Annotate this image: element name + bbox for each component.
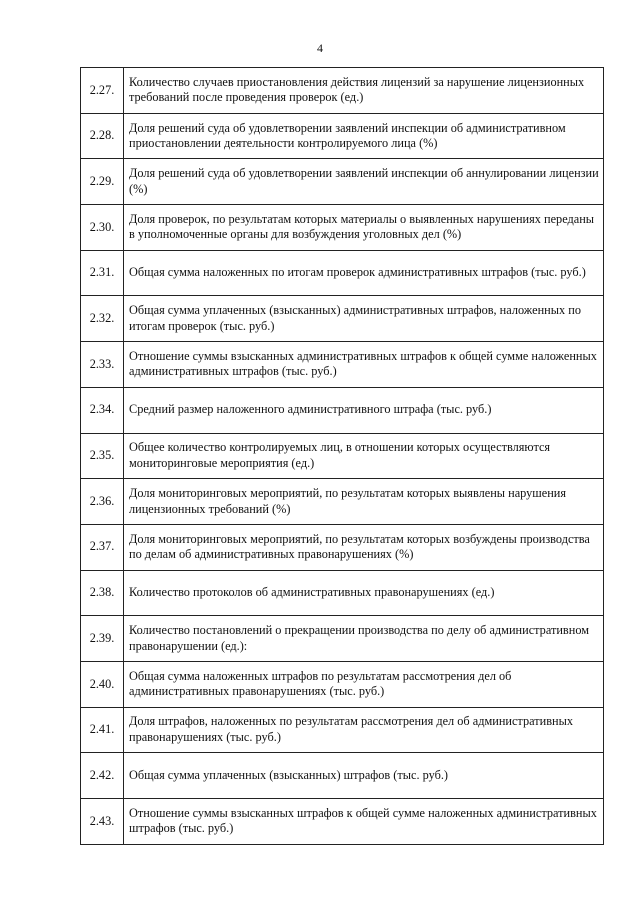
row-number: 2.43. xyxy=(81,799,124,845)
row-number: 2.31. xyxy=(81,250,124,296)
row-number: 2.42. xyxy=(81,753,124,799)
table-row xyxy=(81,753,604,799)
row-number: 2.40. xyxy=(81,661,124,707)
row-number: 2.36. xyxy=(81,479,124,525)
row-description: Количество случаев приостановления действия лицензий за нарушение лицензионных требований после проведения проверок (ед.) xyxy=(124,68,604,114)
table-row xyxy=(81,387,604,433)
table-row xyxy=(81,661,604,707)
table-row xyxy=(81,570,604,616)
row-description: Количество постановлений о прекращении производства по делу об административном правонарушении (ед.): xyxy=(124,616,604,662)
row-number: 2.35. xyxy=(81,433,124,479)
row-number: 2.28. xyxy=(81,113,124,159)
table-row xyxy=(81,479,604,525)
page-number: 4 xyxy=(317,41,323,55)
row-description: Доля штрафов, наложенных по результатам рассмотрения дел об административных правонарушениях (тыс. руб.) xyxy=(124,707,604,753)
row-description: Общая сумма наложенных штрафов по результатам рассмотрения дел об административных правонарушениях (тыс. руб.) xyxy=(124,661,604,707)
row-description: Доля решений суда об удовлетворении заявлений инспекции об административном приостановлении деятельности контролируемого лица (%) xyxy=(124,113,604,159)
row-number: 2.32. xyxy=(81,296,124,342)
row-description: Отношение суммы взысканных административных штрафов к общей сумме наложенных административных штрафов (тыс. руб.) xyxy=(124,342,604,388)
row-description: Доля проверок, по результатам которых материалы о выявленных нарушениях переданы в уполномоченные органы для возбуждения уголовных дел (%) xyxy=(124,205,604,251)
table-row xyxy=(81,159,604,205)
row-description: Количество протоколов об административных правонарушениях (ед.) xyxy=(124,570,604,616)
row-number: 2.38. xyxy=(81,570,124,616)
row-number: 2.39. xyxy=(81,616,124,662)
indicators-table xyxy=(80,67,604,845)
row-number: 2.34. xyxy=(81,387,124,433)
row-description: Общая сумма уплаченных (взысканных) штрафов (тыс. руб.) xyxy=(124,753,604,799)
row-description: Общая сумма уплаченных (взысканных) административных штрафов, наложенных по итогам проверок (тыс. руб.) xyxy=(124,296,604,342)
table-row xyxy=(81,113,604,159)
table-row xyxy=(81,250,604,296)
table-row xyxy=(81,799,604,845)
table-row xyxy=(81,524,604,570)
row-description: Общее количество контролируемых лиц, в отношении которых осуществляются мониторинговые мероприятия (ед.) xyxy=(124,433,604,479)
row-description: Доля мониторинговых мероприятий, по результатам которых выявлены нарушения лицензионных требований (%) xyxy=(124,479,604,525)
table-row xyxy=(81,342,604,388)
table-row xyxy=(81,205,604,251)
row-description: Отношение суммы взысканных штрафов к общей сумме наложенных административных штрафов (тыс. руб.) xyxy=(124,799,604,845)
row-description: Средний размер наложенного административного штрафа (тыс. руб.) xyxy=(124,387,604,433)
row-number: 2.29. xyxy=(81,159,124,205)
row-description: Доля мониторинговых мероприятий, по результатам которых возбуждены производства по делам об административных правонарушениях (%) xyxy=(124,524,604,570)
table-row xyxy=(81,433,604,479)
row-number: 2.30. xyxy=(81,205,124,251)
row-description: Общая сумма наложенных по итогам проверок административных штрафов (тыс. руб.) xyxy=(124,250,604,296)
row-number: 2.37. xyxy=(81,524,124,570)
table-row xyxy=(81,296,604,342)
row-description: Доля решений суда об удовлетворении заявлений инспекции об аннулировании лицензии (%) xyxy=(124,159,604,205)
table-row xyxy=(81,68,604,114)
table-row xyxy=(81,616,604,662)
row-number: 2.41. xyxy=(81,707,124,753)
row-number: 2.33. xyxy=(81,342,124,388)
row-number: 2.27. xyxy=(81,68,124,114)
table-row xyxy=(81,707,604,753)
